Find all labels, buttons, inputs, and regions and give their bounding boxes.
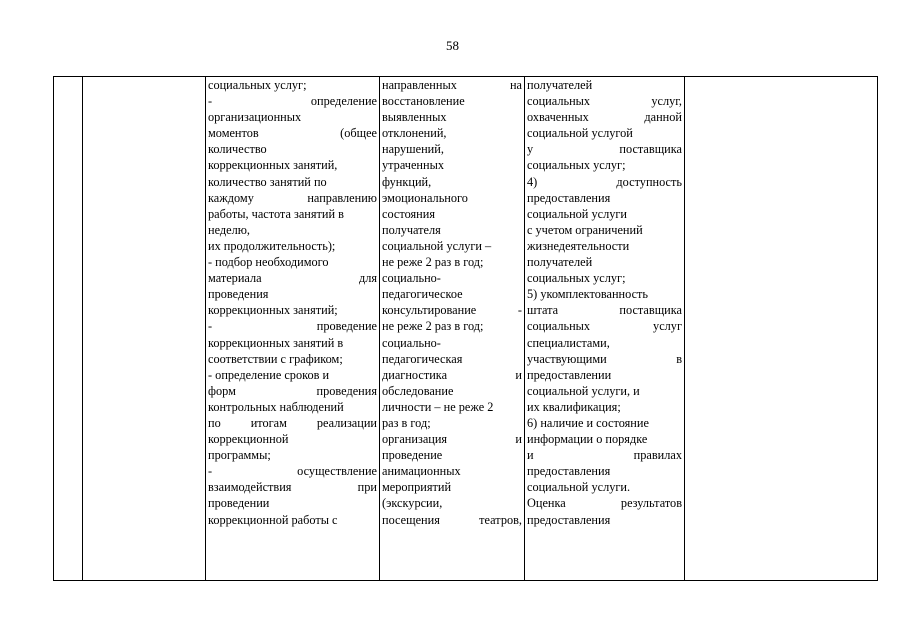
text-line: (экскурсии,: [382, 496, 443, 511]
text-line: функций,: [382, 174, 432, 189]
table-cell-conditions: [685, 77, 878, 581]
text-line: количество: [208, 142, 267, 157]
text-line: предоставления: [527, 512, 611, 527]
text-line: - определение: [208, 94, 377, 109]
text-line: - определение сроков и: [208, 367, 330, 382]
text-line: взаимодействия при: [208, 480, 377, 495]
text-line: анимационных: [382, 464, 461, 479]
text-line: работы, частота занятий в: [208, 206, 344, 221]
text-line: консультирование -: [382, 303, 522, 318]
text-line: материала для: [208, 271, 377, 286]
text-line: социальных услуг: [527, 319, 682, 334]
text-line: социальных услуг,: [527, 94, 682, 109]
text-line: неделю,: [208, 222, 250, 237]
text-line: - проведение: [208, 319, 377, 334]
text-line: нарушений,: [382, 142, 444, 157]
text-line: и правилах: [527, 448, 682, 463]
text-line: восстановление: [382, 94, 465, 109]
text-line: моментов (общее: [208, 126, 377, 141]
text-line: направленных на: [382, 78, 522, 92]
text-line: жизнедеятельности: [527, 238, 630, 253]
text-line: Оценка результатов: [527, 496, 682, 511]
text-line: - осуществление: [208, 464, 377, 479]
text-line: социальных услуг;: [527, 158, 626, 173]
text-line: педагогическая: [382, 351, 463, 366]
text-line: коррекционных занятий,: [208, 158, 338, 173]
text-line: социальных услуг;: [208, 78, 307, 92]
quality-indicators-text: [527, 77, 682, 528]
text-line: социальной услуги: [527, 206, 627, 221]
text-line: диагностика и: [382, 367, 522, 382]
text-line: мероприятий: [382, 480, 452, 495]
text-line: проведения: [208, 287, 269, 302]
continuation-table: [53, 76, 878, 581]
text-line: утраченных: [382, 158, 445, 173]
text-line: состояния: [382, 206, 435, 221]
text-line: коррекционных занятий в: [208, 335, 344, 350]
text-line: коррекционной работы с: [208, 512, 338, 527]
table-cell-service-name: [83, 77, 206, 581]
text-line: форм проведения: [208, 383, 377, 398]
text-line: с учетом ограничений: [527, 222, 643, 237]
text-line: 5) укомплектованность: [527, 287, 649, 302]
text-line: предоставлении: [527, 367, 612, 382]
table-cell-service-terms: [380, 77, 525, 581]
text-line: проведении: [208, 496, 270, 511]
text-line: предоставления: [527, 464, 611, 479]
text-line: их продолжительность);: [208, 238, 336, 253]
text-line: социальной услуги, и: [527, 383, 640, 398]
text-line: отклонений,: [382, 126, 447, 141]
text-line: предоставления: [527, 190, 611, 205]
text-line: штата поставщика: [527, 303, 682, 318]
text-line: обследование: [382, 383, 454, 398]
page-number: 58: [446, 38, 459, 53]
text-line: проведение: [382, 448, 443, 463]
text-line: получателей: [527, 255, 593, 270]
text-line: соответствии с графиком;: [208, 351, 343, 366]
table-cell-quality-indicators: [525, 77, 685, 581]
text-line: охваченных данной: [527, 110, 682, 125]
service-terms-text: [382, 77, 522, 528]
text-line: контрольных наблюдений: [208, 399, 344, 414]
text-line: посещения театров,: [382, 512, 522, 527]
text-line: выявленных: [382, 110, 447, 125]
text-line: социальной услуги –: [382, 238, 492, 253]
table-cell-number: [54, 77, 83, 581]
text-line: каждому направлению: [208, 190, 377, 205]
text-line: участвующими в: [527, 351, 682, 366]
text-line: программы;: [208, 448, 271, 463]
text-line: организационных: [208, 110, 302, 125]
text-line: у поставщика: [527, 142, 682, 157]
text-line: 4) доступность: [527, 174, 682, 189]
table-row: [54, 77, 878, 581]
text-line: эмоционального: [382, 190, 468, 205]
text-line: социальной услугой: [527, 126, 633, 141]
text-line: получателя: [382, 222, 441, 237]
text-line: социальной услуги.: [527, 480, 631, 495]
text-line: - подбор необходимого: [208, 255, 329, 270]
text-line: специалистами,: [527, 335, 610, 350]
text-line: их квалификация;: [527, 399, 621, 414]
text-line: не реже 2 раз в год;: [382, 255, 484, 270]
text-line: социально-: [382, 271, 441, 286]
text-line: количество занятий по: [208, 174, 327, 189]
text-line: организация и: [382, 432, 522, 447]
text-line: коррекционной: [208, 432, 289, 447]
text-line: информации о порядке: [527, 432, 648, 447]
text-line: педагогическое: [382, 287, 463, 302]
text-line: личности – не реже 2: [382, 399, 494, 414]
text-line: 6) наличие и состояние: [527, 415, 649, 430]
table-cell-service-description: [206, 77, 380, 581]
text-line: по итогам реализации: [208, 415, 377, 430]
service-description-text: [208, 77, 377, 528]
text-line: раз в год;: [382, 415, 431, 430]
text-line: коррекционных занятий;: [208, 303, 338, 318]
text-line: социально-: [382, 335, 441, 350]
text-line: получателей: [527, 78, 593, 92]
text-line: социальных услуг;: [527, 271, 626, 286]
text-line: не реже 2 раз в год;: [382, 319, 484, 334]
